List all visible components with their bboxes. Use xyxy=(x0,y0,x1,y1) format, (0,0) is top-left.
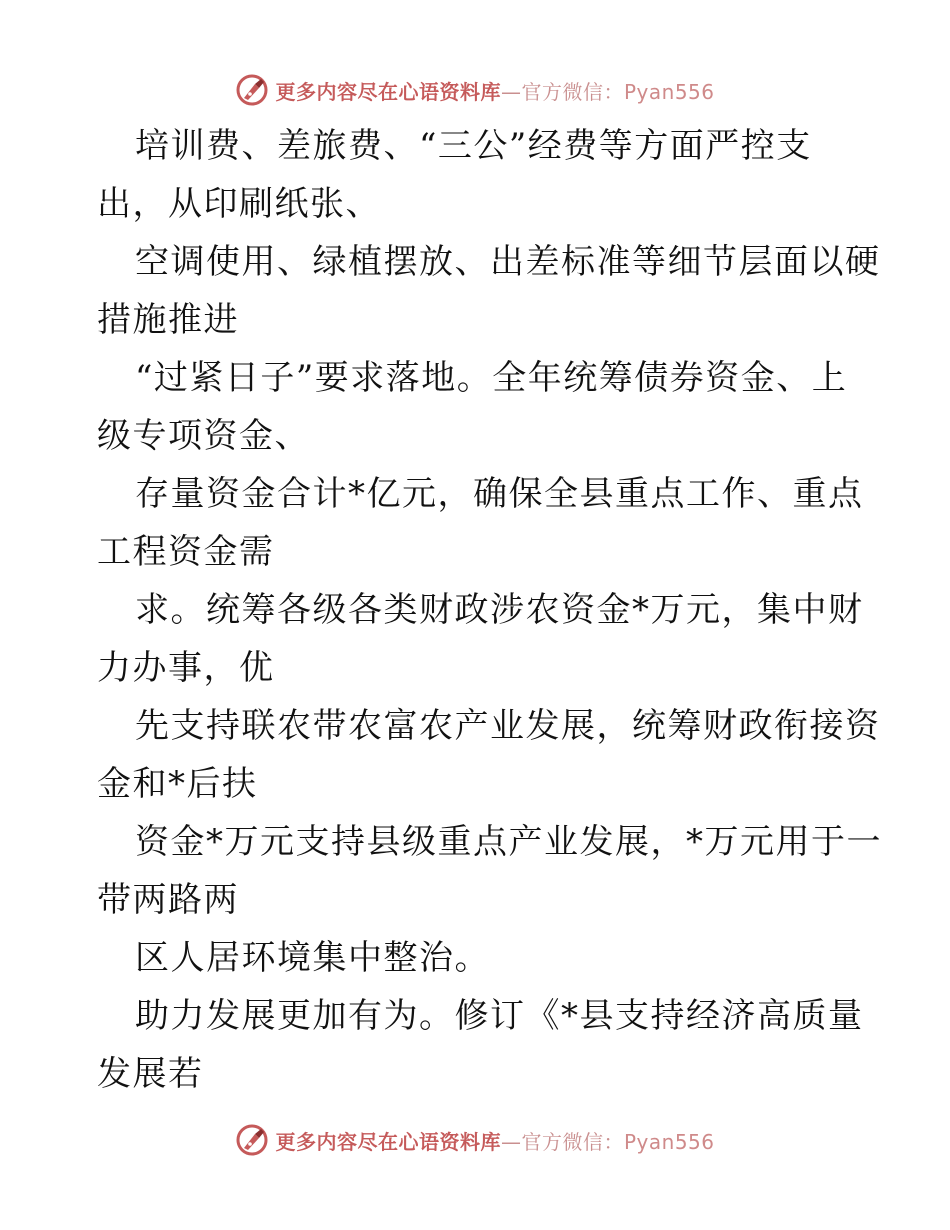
text-line: 区人居环境集中整治。 xyxy=(135,938,490,978)
footer-watermark xyxy=(0,1120,950,1160)
text-line: 发展若 xyxy=(97,1054,204,1094)
text-line: 措施推进 xyxy=(97,300,239,340)
pen-nib-logo-icon xyxy=(235,1123,269,1157)
watermark-brand: 更多内容尽在心语资料库 xyxy=(275,1129,501,1154)
text-line: 空调使用、绿植摆放、出差标准等细节层面以硬 xyxy=(135,242,881,282)
text-line: 力办事，优 xyxy=(97,648,275,688)
text-line: 资金*万元支持县级重点产业发展，*万元用于一 xyxy=(135,822,882,862)
pen-nib-logo-icon xyxy=(235,73,269,107)
text-line: 求。统筹各级各类财政涉农资金*万元，集中财 xyxy=(135,590,864,630)
text-line: 工程资金需 xyxy=(97,532,275,572)
watermark-suffix: 官方微信： xyxy=(521,79,624,104)
watermark-text xyxy=(275,1126,714,1155)
document-body xyxy=(97,117,882,1103)
text-line: 先支持联农带农富农产业发展，统筹财政衔接资 xyxy=(135,706,881,746)
watermark-handle: Pyan556 xyxy=(623,79,715,104)
watermark-text xyxy=(275,76,714,105)
header-watermark xyxy=(0,70,950,110)
text-line: 存量资金合计*亿元，确保全县重点工作、重点 xyxy=(135,474,864,514)
text-line: “过紧日子”要求落地。全年统筹债券资金、上 xyxy=(135,358,848,398)
watermark-suffix: 官方微信： xyxy=(521,1129,624,1154)
text-line: 级专项资金、 xyxy=(97,416,310,456)
watermark-separator: — xyxy=(500,1129,522,1154)
text-line: 出，从印刷纸张、 xyxy=(97,184,381,224)
watermark-handle: Pyan556 xyxy=(623,1129,715,1154)
text-line: 金和*后扶 xyxy=(97,764,258,804)
watermark-brand: 更多内容尽在心语资料库 xyxy=(275,79,501,104)
text-line: 助力发展更加有为。修订《*县支持经济高质量 xyxy=(135,996,864,1036)
text-line: 带两路两 xyxy=(97,880,239,920)
watermark-separator: — xyxy=(500,79,522,104)
text-line: 培训费、差旅费、“三公”经费等方面严控支 xyxy=(135,126,812,166)
